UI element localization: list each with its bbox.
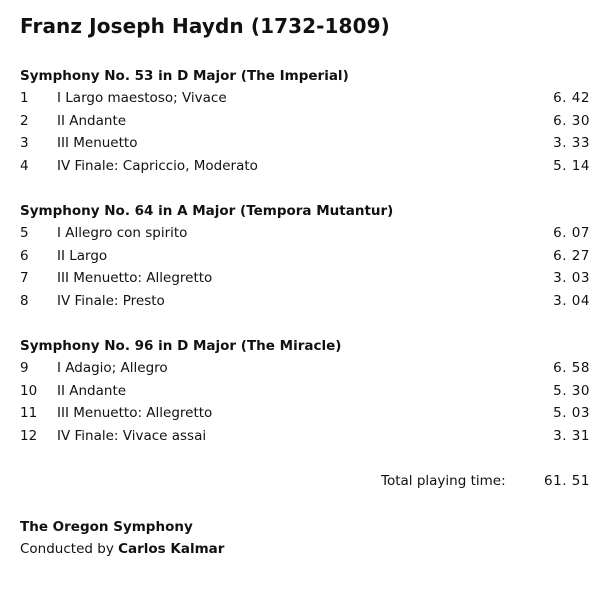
track-number: 11 xyxy=(20,405,38,421)
track-number: 1 xyxy=(20,90,29,106)
track-row xyxy=(20,425,590,448)
track-duration: 3. 04 xyxy=(553,292,590,309)
conductor-credit xyxy=(20,538,224,560)
track-title: I Allegro con spirito xyxy=(57,225,188,241)
total-value: 61. 51 xyxy=(544,473,590,489)
track-row xyxy=(20,87,590,110)
track-title: IV Finale: Presto xyxy=(57,292,165,309)
track-duration: 6. 07 xyxy=(553,225,590,241)
orchestra-name: The Oregon Symphony xyxy=(20,519,193,535)
symphony-heading: Symphony No. 53 in D Major (The Imperial) xyxy=(20,68,349,84)
track-number: 5 xyxy=(20,225,29,241)
track-number: 10 xyxy=(20,382,38,399)
symphony-heading: Symphony No. 64 in A Major (Tempora Mutantur) xyxy=(20,203,394,219)
total-playing-time xyxy=(0,470,590,492)
track-title: III Menuetto: Allegretto xyxy=(57,270,213,286)
total-label: Total playing time: xyxy=(381,473,506,489)
track-row xyxy=(20,132,590,155)
track-number: 12 xyxy=(20,427,38,444)
track-row xyxy=(20,290,590,313)
track-row xyxy=(20,245,590,268)
track-number: 7 xyxy=(20,270,29,286)
track-duration: 5. 14 xyxy=(553,157,590,174)
track-row xyxy=(20,380,590,403)
symphony-section xyxy=(20,200,590,312)
track-title: III Menuetto: Allegretto xyxy=(57,405,213,421)
track-title: I Adagio; Allegro xyxy=(57,360,168,376)
track-number: 8 xyxy=(20,292,29,309)
track-row xyxy=(20,222,590,245)
track-row xyxy=(20,110,590,133)
conductor-name: Carlos Kalmar xyxy=(118,541,225,557)
symphony-heading: Symphony No. 96 in D Major (The Miracle) xyxy=(20,338,342,354)
track-duration: 3. 31 xyxy=(553,427,590,444)
track-duration: 3. 03 xyxy=(553,270,590,286)
track-title: I Largo maestoso; Vivace xyxy=(57,90,227,106)
track-number: 4 xyxy=(20,157,29,174)
track-title: IV Finale: Vivace assai xyxy=(57,427,207,444)
track-title: II Andante xyxy=(57,112,127,129)
track-row xyxy=(20,402,590,425)
track-title: II Andante xyxy=(57,382,127,399)
symphony-section xyxy=(20,65,590,177)
track-number: 9 xyxy=(20,360,29,376)
symphony-section xyxy=(20,335,590,447)
track-number: 6 xyxy=(20,247,29,264)
track-duration: 6. 30 xyxy=(553,112,590,129)
track-title: II Largo xyxy=(57,247,108,264)
track-row xyxy=(20,267,590,290)
track-number: 2 xyxy=(20,112,29,129)
track-duration: 6. 27 xyxy=(553,247,590,264)
track-row xyxy=(20,357,590,380)
track-number: 3 xyxy=(20,135,29,151)
conducted-by-label: Conducted by xyxy=(20,541,114,557)
track-row xyxy=(20,155,590,178)
track-duration: 5. 03 xyxy=(553,405,590,421)
track-duration: 3. 33 xyxy=(553,135,590,151)
track-duration: 6. 58 xyxy=(553,360,590,376)
track-duration: 5. 30 xyxy=(553,382,590,399)
track-title: IV Finale: Capriccio, Moderato xyxy=(57,157,258,174)
track-duration: 6. 42 xyxy=(553,90,590,106)
track-title: III Menuetto xyxy=(57,135,138,151)
page-title: Franz Joseph Haydn (1732-1809) xyxy=(20,14,390,38)
